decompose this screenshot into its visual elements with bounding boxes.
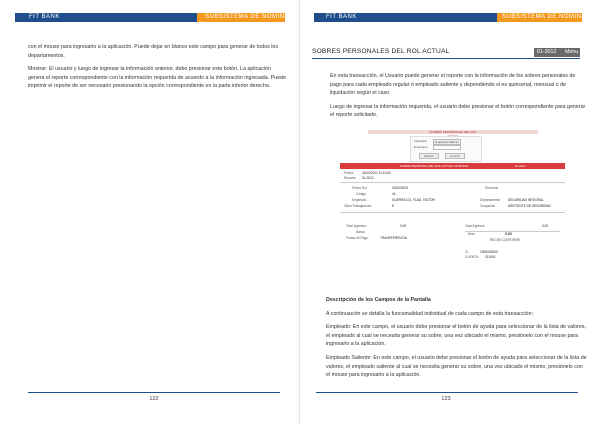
report-name-label: Nombre [515, 164, 526, 168]
empleado-input[interactable] [433, 145, 461, 150]
left-paragraph-2: Mostrar: El usuario y luego de ingresar la información anterior, debe presionar este botón. La aplicación genera el reporte correspondiente con la información requerida de acuerdo a la información ingresada. Puede imprimir el reporte de ser necesario presionando la opción correspondiente en la parte inferior derecha. [28, 66, 286, 90]
row-label-2: Departamento [480, 198, 501, 202]
recibi-label: RECIBI CONFORME [490, 238, 521, 242]
report-header-bar [340, 163, 565, 169]
page-header [15, 13, 290, 22]
brand-label: FIT BANK [326, 14, 357, 20]
cuenta-value: 211000 [485, 255, 496, 259]
form-divider [465, 231, 560, 232]
row-value: GUERRA CO. FLAD. VICTOR [392, 198, 435, 202]
form-title: SOBRES PERSONALES DEL ROL [429, 130, 477, 134]
right-fields-text [326, 296, 588, 385]
form-title-strip [368, 130, 538, 134]
subsystem-label: SUBSISTEMA DE NÓMINA [205, 14, 290, 20]
ci-value: 1900000000 [480, 250, 498, 254]
form-parameters-box [410, 136, 482, 162]
report-title: SOBRE PERSONAL DEL ROL ACTUAL NOMINAS [400, 164, 469, 168]
ci-label: CI: [465, 250, 470, 254]
right-intro-text [330, 72, 586, 125]
page-number: 123 [441, 396, 451, 402]
field-empleado: Empleado: En este campo, el usuario debe presionar el botón de ayuda para seleccionar de la lista de valores, el empleado al cual se necesita generar su sobre, una vez ubicado el mismo, presiónelo con el mouse para ingresarlo a la aplicación. [326, 324, 587, 348]
section-title-bar [312, 47, 580, 59]
section-code: 01-3012 [537, 49, 557, 55]
forma-pago-value: TRANSFERENCIA [380, 236, 407, 240]
form-divider [340, 212, 565, 213]
fields-intro: A continuación se detalla la funcionalidad individual de cada campo de esta transacción: [326, 310, 534, 317]
reporte-label: Reporte: [344, 176, 357, 180]
fecha-label: Fecha: [344, 171, 354, 175]
subsystem-label: SUBSISTEMA DE NÓMINA [502, 14, 587, 20]
fields-heading: Descripción de los Campos de la Pantalla [326, 297, 431, 303]
cuenta-label: CUENTA: [465, 255, 479, 259]
page-number: 122 [149, 396, 159, 402]
row-value: 44 [392, 192, 396, 196]
param-label-individual: Individual [414, 139, 427, 143]
total-ingresos-label: Total Ingresos: [346, 224, 367, 228]
intro-paragraph-1: En esta transacción, el Usuario puede generar el reporte con la información de los sobres personales de pago para cada empleado regular ó empleado saliente y dependiendo si es quincenal, mensual o de liquidación según el caso. [330, 73, 576, 97]
row-value: 2010/09/15 [392, 186, 408, 190]
footer-rule [28, 392, 280, 393]
row-label: Otros Trabajadores [344, 204, 372, 208]
empleado-saliente-button[interactable]: Empleado Saliente [433, 139, 461, 145]
reporte-value: 01-3012 [362, 176, 374, 180]
footer-rule [316, 392, 578, 393]
param-label-empleado: Empleado [414, 145, 428, 149]
row-label: Empleado [352, 198, 367, 202]
fecha-value: 26/10/2011 11:10:53 [362, 171, 391, 175]
row-value-2: SEGURIDAD INTEGRAL [508, 198, 544, 202]
field-empleado-saliente: Empleado Saliente: En este campo, el usuario debe presionar el botón de ayuda para seleccionar de la lista de valores, el empleado saliente al cual se necesita generar su sobre, una vez ubicado el mismo, presiónelo con el mouse para ingresarlo a la aplicación. [326, 354, 587, 379]
section-menu-link[interactable]: Menu [564, 49, 579, 55]
left-paragraph-1: con el mouse para ingresarlo a la aplicación. Puede dejar en blanco este campo para generar de todos los departamentos. [28, 44, 278, 59]
mostrar-button[interactable]: Mostrar [419, 153, 439, 159]
neto-value: 0.00 [505, 232, 512, 236]
section-title: SOBRES PERSONALES DEL ROL ACTUAL [312, 48, 450, 55]
section-code-badge [534, 48, 580, 57]
banco-label: Banco [356, 230, 366, 234]
imprimir-button[interactable]: Imprimir [445, 153, 465, 159]
row-value: 8 [392, 204, 394, 208]
neto-label: Neto [468, 232, 475, 236]
intro-paragraph-2: Luego de ingresar la información requerida, el usuario debe presionar el botón correspondiente para generar el reporte solicitado. [330, 103, 586, 119]
row-label-2: Ocupación [480, 204, 496, 208]
brand-label: FIT BANK [29, 14, 60, 20]
total-ingresos-value: 0.00 [400, 224, 407, 228]
forma-pago-label: Forma de Pago: [346, 236, 369, 240]
page-header [314, 13, 587, 22]
row-label: Fecha Rol [352, 186, 367, 190]
total-egresos-label: Total Egresos: [465, 224, 486, 228]
row-label-2: Dirección [485, 186, 499, 190]
row-label: Código [356, 192, 367, 196]
row-value-2: ASISTENTE DE SEGURIDAD [508, 204, 551, 208]
total-egresos-value: 0.00 [542, 224, 549, 228]
form-divider [340, 182, 565, 183]
report-form-screenshot [340, 130, 565, 275]
left-body-text [28, 43, 286, 96]
